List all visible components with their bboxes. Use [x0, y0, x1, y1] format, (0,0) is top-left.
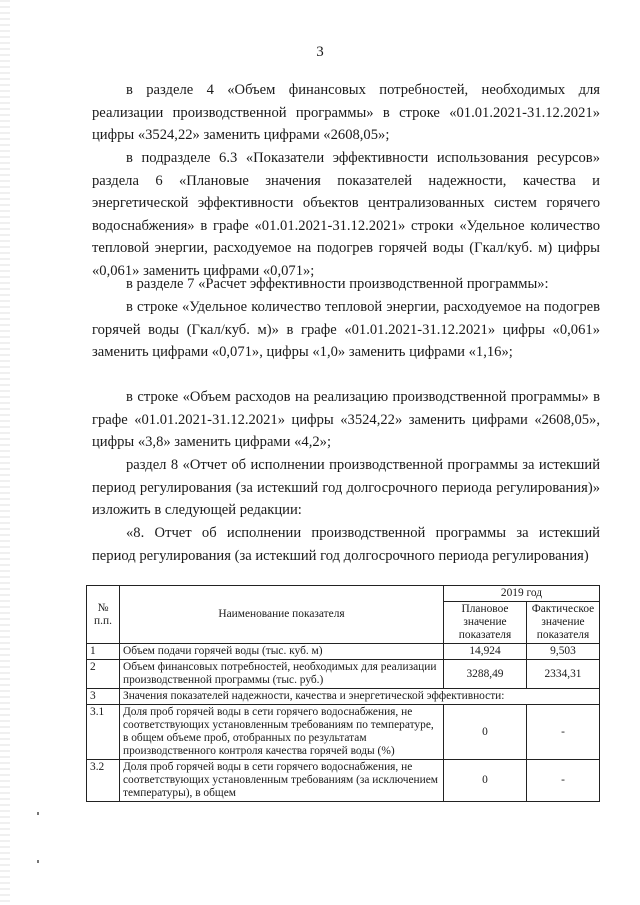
- table-row: [87, 760, 600, 802]
- header-year: 2019 год: [444, 586, 600, 602]
- table-row: [87, 644, 600, 660]
- table-header-row: [87, 586, 600, 602]
- table-row: [87, 689, 600, 705]
- row-number: 1: [87, 644, 120, 660]
- row-indicator-name: Объем финансовых потребностей, необходимых для реализации производственной программы (тыс. руб.): [120, 660, 444, 689]
- row-planned-value: 14,924: [444, 644, 527, 660]
- row-planned-value: 0: [444, 705, 527, 760]
- row-planned-value: 3288,49: [444, 660, 527, 689]
- header-number: № п.п.: [87, 586, 120, 644]
- paragraph-subsection-6-3: в подразделе 6.3 «Показатели эффективности использования ресурсов» раздела 6 «Плановые значения показателей надежности, качества и энергетической эффективности объектов централизованных систем горячего водоснабжения» в графе «01.01.2021-31.12.2021» строки «Удельное количество тепловой энергии, расходуемое на подогрев горячей воды (Гкал/куб. м) цифры «0,061» заменить цифрами «0,071»;: [92, 150, 600, 279]
- row-actual-value: -: [527, 705, 600, 760]
- row-actual-value: -: [527, 760, 600, 802]
- page-number: 3: [316, 44, 324, 60]
- scan-speck: [37, 812, 39, 815]
- paragraph-expenses-row: в строке «Объем расходов на реализацию производственной программы» в графе «01.01.2021-31.12.2021» цифры «3524,22» заменить цифрами «2608,05», цифры «3,8» заменить цифрами «4,2»;: [92, 389, 600, 451]
- row-planned-value: 0: [444, 760, 527, 802]
- table-row: [87, 660, 600, 689]
- row-indicator-name: Доля проб горячей воды в сети горячего водоснабжения, не соответствующих установленным требованиям (за исключением температуры), в общем: [120, 760, 444, 802]
- row-number: 3: [87, 689, 120, 705]
- paragraph-section-8-heading: «8. Отчет об исполнении производственной программы за истекший период регулирования (за истекший год долгосрочного периода регулирования): [92, 525, 600, 564]
- scan-speck: [37, 860, 39, 863]
- row-number: 3.1: [87, 705, 120, 760]
- table-row: [87, 705, 600, 760]
- row-actual-value: 2334,31: [527, 660, 600, 689]
- header-indicator-name: Наименование показателя: [120, 586, 444, 644]
- scan-edge-artifact: [0, 0, 10, 905]
- paragraph-section-7: в разделе 7 «Расчет эффективности производственной программы»:: [126, 276, 549, 292]
- row-indicator-name: Доля проб горячей воды в сети горячего водоснабжения, не соответствующих установленным требованиям по температуре, в общем объеме проб, отобранных по результатам производственного контроля качества горячей воды (%): [120, 705, 444, 760]
- paragraph-heat-energy-row: в строке «Удельное количество тепловой энергии, расходуемое на подогрев горячей воды (Гкал/куб. м)» в графе «01.01.2021-31.12.2021» цифры «0,061» заменить цифрами «0,071», цифры «1,0» заменить цифрами «1,16»;: [92, 299, 600, 361]
- header-actual-value: Фактическое значение показателя: [527, 602, 600, 644]
- paragraph-section-4: в разделе 4 «Объем финансовых потребностей, необходимых для реализации производственной программы» в строке «01.01.2021-31.12.2021» цифры «3524,22» заменить цифрами «2608,05»;: [92, 82, 600, 144]
- paragraph-section-8: раздел 8 «Отчет об исполнении производственной программы за истекший период регулирования (за истекший год долгосрочного периода регулирования)» изложить в следующей редакции:: [92, 457, 600, 519]
- row-indicator-name: Значения показателей надежности, качества и энергетической эффективности:: [120, 689, 600, 705]
- header-planned-value: Плановое значение показателя: [444, 602, 527, 644]
- row-indicator-name: Объем подачи горячей воды (тыс. куб. м): [120, 644, 444, 660]
- row-number: 3.2: [87, 760, 120, 802]
- row-actual-value: 9,503: [527, 644, 600, 660]
- row-number: 2: [87, 660, 120, 689]
- report-table: [86, 585, 600, 802]
